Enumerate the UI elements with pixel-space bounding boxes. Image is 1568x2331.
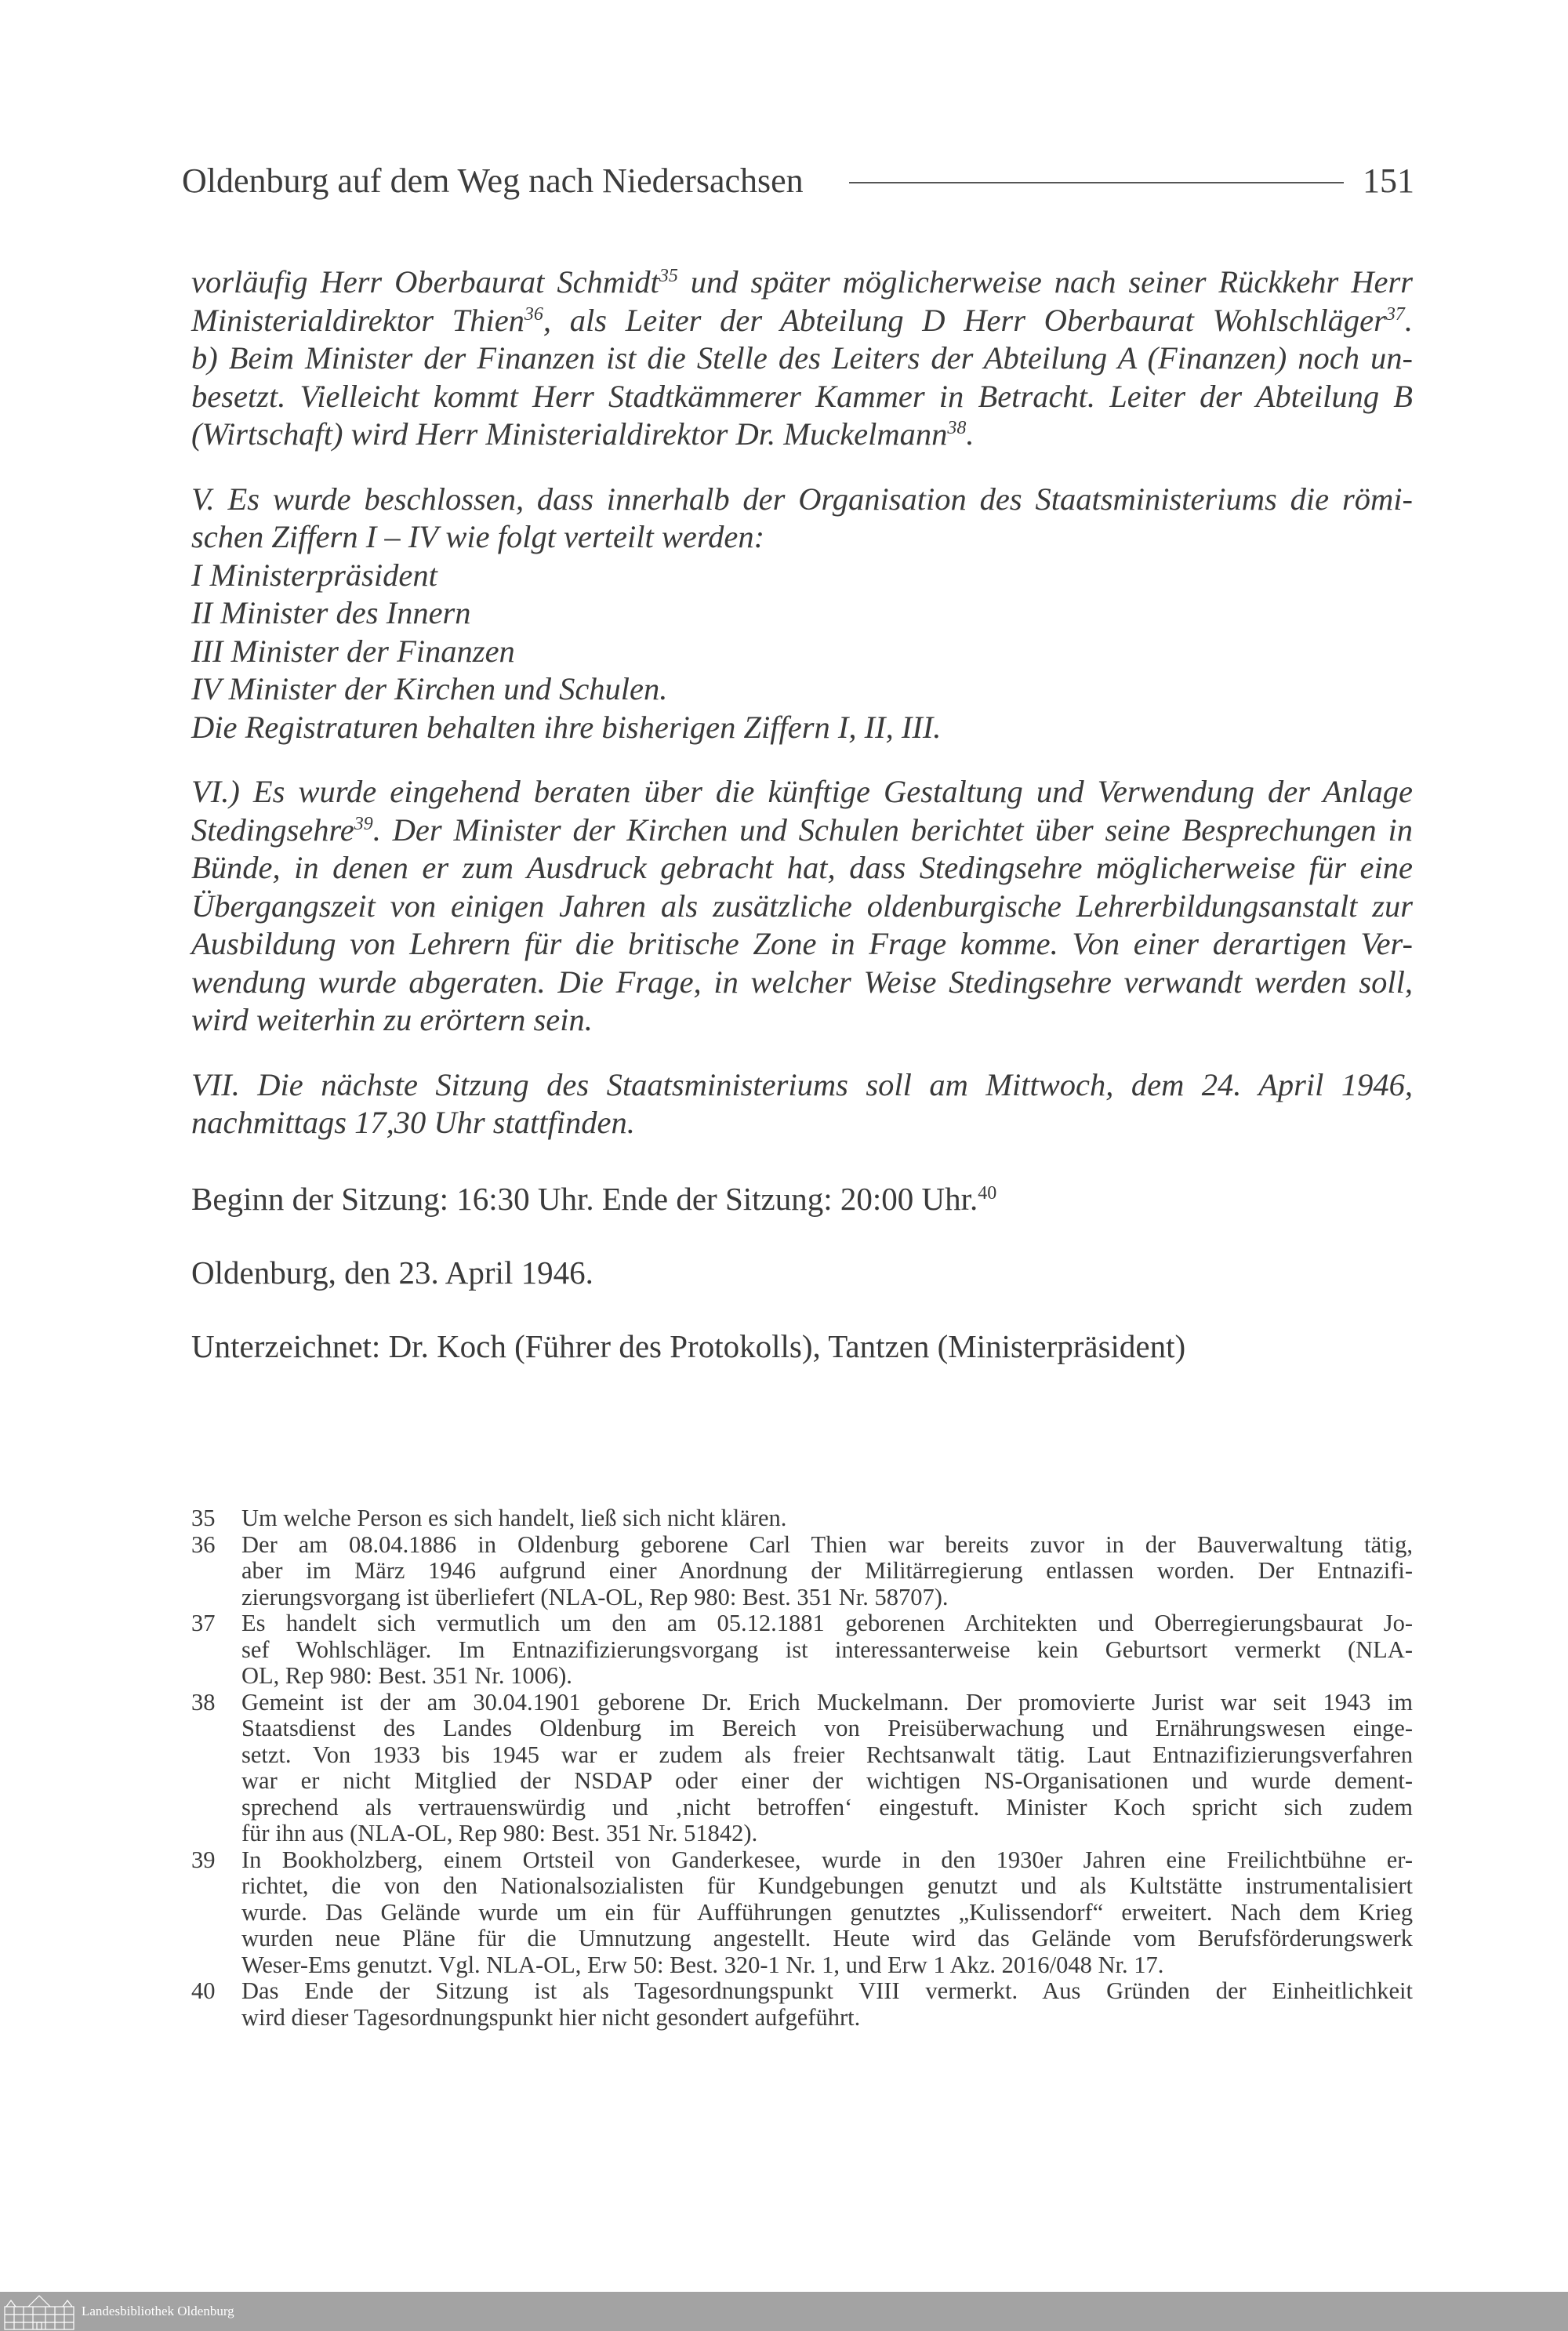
footnotes [191, 1505, 1413, 2031]
signatures: Unterzeichnet: Dr. Koch (Führer des Protokolls), Tantzen (Ministerpräsident) [191, 1327, 1186, 1364]
text-run: . Der Minister der Kirchen und Schulen berichtet über seine Besprechungen in [372, 811, 1413, 848]
footnote-line: Um welche Person es sich handelt, ließ sich nicht klären. [241, 1505, 787, 1531]
text-run: Stedingsehre [191, 811, 354, 848]
footnote-ref-40[interactable]: 40 [978, 1182, 997, 1204]
footnote-line: OL, Rep 980: Best. 351 Nr. 1006). [241, 1662, 572, 1689]
footnote-ref-35[interactable]: 35 [659, 266, 678, 286]
numeral-item-1: I Ministerpräsident [191, 557, 437, 593]
text-line [191, 263, 1413, 302]
footnote-line: sef Wohlschläger. Im Entnazifizierungsvorgang ist interessanterweise kein Geburtsort vermerkt (NLA- [241, 1636, 1413, 1663]
footnote-line: sprechend als vertrauenswürdig und ‚nicht betroffen‘ eingestuft. Minister Koch spricht sich zudem [241, 1793, 1413, 1821]
text-line [191, 302, 1413, 340]
text-run: . [1404, 302, 1413, 338]
text-run: vorläufig Herr Oberbaurat Schmidt [191, 264, 659, 300]
paragraph-next-session [191, 1066, 1413, 1142]
footnote-line: für ihn aus (NLA-OL, Rep 980: Best. 351 Nr. 51842). [241, 1820, 758, 1846]
text-run: Ministerialdirektor Thien [191, 302, 524, 338]
paragraph-appointments [191, 263, 1413, 454]
footnote-number: 38 [191, 1688, 216, 1716]
footnote-number: 40 [191, 1977, 216, 2004]
text-run: Beginn der Sitzung: 16:30 Uhr. Ende der Sitzung: 20:00 Uhr. [191, 1180, 978, 1217]
footnote-line: zierungsvorgang ist überliefert (NLA-OL, Rep 980: Best. 351 Nr. 58707). [241, 1583, 949, 1610]
library-watermark-bar [0, 2292, 1568, 2331]
numeral-item-2: II Minister des Innern [191, 595, 471, 630]
running-header [182, 157, 1414, 204]
session-times [191, 1180, 1413, 1218]
main-text [191, 263, 1413, 1401]
paragraph-roman-numerals [191, 481, 1413, 747]
footnote-number: 35 [191, 1505, 216, 1531]
text-line: VII. Die nächste Sitzung des Staatsministeriums soll am Mittwoch, dem 24. April 1946, [191, 1066, 1413, 1102]
text-run: (Wirtschaft) wird Herr Ministerialdirektor Dr. Muckelmann [191, 416, 948, 452]
footnote-ref-36[interactable]: 36 [524, 303, 543, 325]
text-line: wird weiterhin zu erörtern sein. [191, 1002, 593, 1037]
footnote-35 [191, 1505, 1413, 1532]
text-run: und später möglicherweise nach seiner Rückkehr Herr [677, 264, 1413, 300]
footnote-40 [191, 1978, 1413, 2031]
text-line [191, 416, 1413, 454]
numeral-item-3: III Minister der Finanzen [191, 633, 515, 669]
text-line [191, 811, 1413, 850]
footnote-line: aber im März 1946 aufgrund einer Anordnung der Militärregierung entlassen worden. Der Entnazifi- [241, 1557, 1413, 1584]
footnote-line: setzt. Von 1933 bis 1945 war er zudem als freier Rechtsanwalt tätig. Laut Entnazifizierungsverfahren [241, 1741, 1413, 1768]
footnote-text [241, 1690, 1413, 1847]
library-name: Landesbibliothek Oldenburg [82, 2304, 234, 2318]
footnote-line: richtet, die von den Nationalsozialisten für Kundgebungen genutzt und als Kultstätte instrumentalisiert [241, 1872, 1413, 1899]
library-building-icon [3, 2293, 75, 2330]
footnote-number: 36 [191, 1530, 216, 1558]
running-title: Oldenburg auf dem Weg nach Niedersachsen [182, 161, 804, 200]
footnote-line: Das Ende der Sitzung ist als Tagesordnungspunkt VIII vermerkt. Aus Gründen der Einheitlichkeit [241, 1977, 1413, 2004]
footnote-text [241, 1978, 1413, 2031]
header-rule [849, 182, 1344, 183]
text-line: Ausbildung von Lehrern für die britische Zone in Frage komme. Von einer derartigen Ver- [191, 926, 1413, 961]
footnote-37 [191, 1610, 1413, 1690]
footnote-line: Gemeint ist der am 30.04.1901 geborene Dr. Erich Muckelmann. Der promovierte Jurist war seit 1943 im [241, 1688, 1413, 1716]
text-line: besetzt. Vielleicht kommt Herr Stadtkämmerer Kammer in Betracht. Leiter der Abteilung B [191, 378, 1413, 414]
text-line: V. Es wurde beschlossen, dass innerhalb der Organisation des Staatsministeriums die römi- [191, 481, 1413, 517]
footnote-line: wurden neue Pläne für die Umnutzung angestellt. Heute wird das Gelände vom Berufsförderungswerk [241, 1925, 1413, 1952]
footnote-36 [191, 1532, 1413, 1611]
text-line: Bünde, in denen er zum Ausdruck gebracht hat, dass Stedingsehre möglicherweise für eine [191, 850, 1413, 885]
footnote-text [241, 1610, 1413, 1690]
footnote-line: wird dieser Tagesordnungspunkt hier nicht gesondert aufgeführt. [241, 2003, 861, 2031]
text-line: wendung wurde abgeraten. Die Frage, in welcher Weise Stedingsehre verwandt werden soll, [191, 964, 1413, 1000]
footnote-number: 39 [191, 1846, 216, 1873]
paragraph-stedingsehre [191, 773, 1413, 1040]
footnote-39 [191, 1847, 1413, 1979]
text-line: nachmittags 17,30 Uhr stattfinden. [191, 1105, 635, 1140]
text-line: Übergangszeit von einigen Jahren als zusätzliche oldenburgische Lehrerbildungsanstalt zur [191, 888, 1413, 924]
footnote-line: Staatsdienst des Landes Oldenburg im Bereich von Preisüberwachung und Ernährungswesen einge- [241, 1715, 1413, 1741]
text-run: . [966, 416, 975, 452]
footnote-text [241, 1847, 1413, 1979]
footnote-line: In Bookholzberg, einem Ortsteil von Ganderkesee, wurde in den 1930er Jahren eine Freilichtbühne er- [241, 1846, 1413, 1873]
text-line: VI.) Es wurde eingehend beraten über die künftige Gestaltung und Verwendung der Anlage [191, 774, 1413, 809]
text-line: schen Ziffern I – IV wie folgt verteilt werden: [191, 519, 765, 554]
footnote-text [241, 1505, 1413, 1532]
footnote-line: Weser-Ems genutzt. Vgl. NLA-OL, Erw 50: Best. 320-1 Nr. 1, und Erw 1 Akz. 2016/048 Nr. 17. [241, 1951, 1164, 1978]
footnote-line: wurde. Das Gelände wurde um ein für Aufführungen genutztes „Kulissendorf“ erweitert. Nach dem Krieg [241, 1898, 1413, 1926]
numeral-item-4: IV Minister der Kirchen und Schulen. [191, 671, 668, 706]
footnote-ref-38[interactable]: 38 [947, 418, 967, 438]
page-number: 151 [1363, 161, 1414, 200]
footnote-ref-39[interactable]: 39 [354, 813, 373, 834]
footnote-number: 37 [191, 1610, 216, 1636]
footnote-line: war er nicht Mitglied der NSDAP oder einer der wichtigen NS-Organisationen und wurde dement- [241, 1767, 1413, 1794]
text-line: b) Beim Minister der Finanzen ist die Stelle des Leiters der Abteilung A (Finanzen) noch un- [191, 340, 1413, 376]
footnote-text [241, 1532, 1413, 1611]
footnote-38 [191, 1690, 1413, 1847]
registry-note: Die Registraturen behalten ihre bisherigen Ziffern I, II, III. [191, 709, 942, 745]
text-run: , als Leiter der Abteilung D Herr Oberbaurat Wohlschläger [543, 302, 1386, 338]
footnote-line: Der am 08.04.1886 in Oldenburg geborene Carl Thien war bereits zuvor in der Bauverwaltung tätig, [241, 1530, 1413, 1558]
footnote-line: Es handelt sich vermutlich um den am 05.12.1881 geborenen Architekten und Oberregierungsbaurat Jo- [241, 1610, 1413, 1636]
place-date: Oldenburg, den 23. April 1946. [191, 1254, 593, 1291]
footnote-ref-37[interactable]: 37 [1385, 303, 1405, 325]
